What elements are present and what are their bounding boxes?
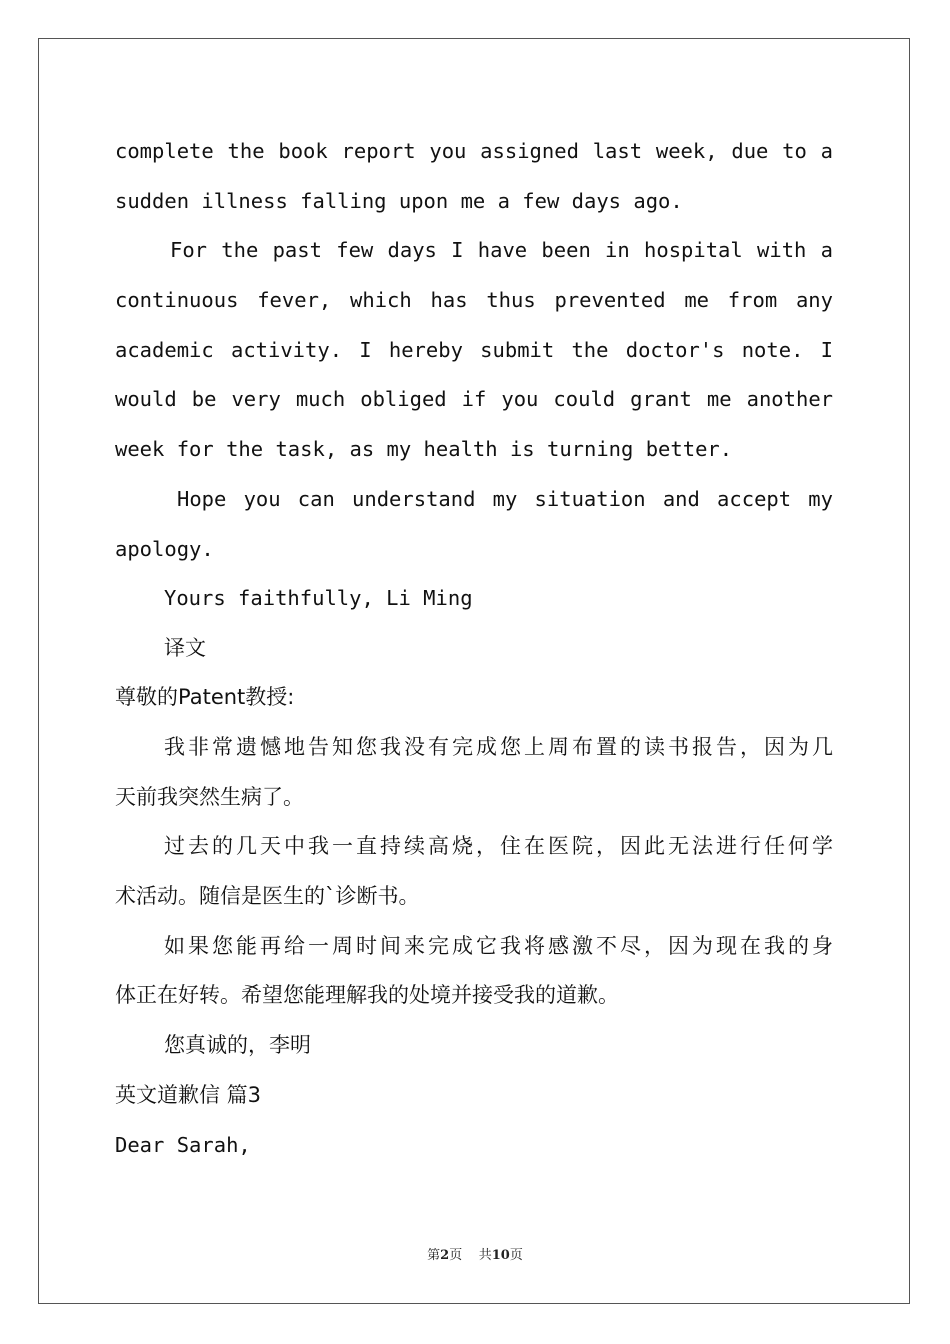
translation-heading: 译文	[164, 636, 206, 660]
body-line-6: would be very much obliged if you could grant me another	[115, 387, 833, 411]
footer-total-number: 10	[491, 1248, 510, 1263]
chinese-line-5: 如果您能再给一周时间来完成它我将感激不尽，因为现在我的身	[164, 934, 833, 958]
signature-chinese: 您真诚的，李明	[164, 1033, 311, 1057]
page-border	[38, 38, 910, 1304]
footer-page-number: 2	[440, 1248, 450, 1263]
footer-total-suffix: 页	[509, 1248, 523, 1263]
chinese-line-1: 我非常遗憾地告知您我没有完成您上周布置的读书报告，因为几	[164, 735, 833, 759]
chinese-line-3: 过去的几天中我一直持续高烧，住在医院，因此无法进行任何学	[164, 834, 833, 858]
salutation-english: Dear Sarah,	[115, 1133, 251, 1157]
footer-total-prefix: 共	[478, 1248, 492, 1263]
section-heading: 英文道歉信 篇3	[115, 1083, 262, 1107]
chinese-line-2: 天前我突然生病了。	[115, 785, 304, 809]
body-line-3: For the past few days I have been in hospital with a	[170, 238, 833, 262]
body-line-1: complete the book report you assigned last week, due to a	[115, 139, 833, 163]
page-footer	[0, 1246, 950, 1266]
body-line-4: continuous fever, which has thus prevented me from any	[115, 288, 833, 312]
footer-page-prefix: 第	[427, 1248, 441, 1263]
body-line-5: academic activity. I hereby submit the doctor's note. I	[115, 338, 833, 362]
salutation-chinese: 尊敬的Patent教授:	[115, 685, 295, 709]
body-line-2: sudden illness falling upon me a few days ago.	[115, 189, 683, 213]
chinese-line-6: 体正在好转。希望您能理解我的处境并接受我的道歉。	[115, 983, 619, 1007]
chinese-line-4: 术活动。随信是医生的`诊断书。	[115, 884, 420, 908]
footer-page-suffix: 页	[449, 1248, 463, 1263]
body-line-7: week for the task, as my health is turning better.	[115, 437, 733, 461]
body-line-9: apology.	[115, 537, 214, 561]
body-line-8: Hope you can understand my situation and accept my	[177, 487, 833, 511]
signature-english: Yours faithfully, Li Ming	[164, 586, 473, 610]
